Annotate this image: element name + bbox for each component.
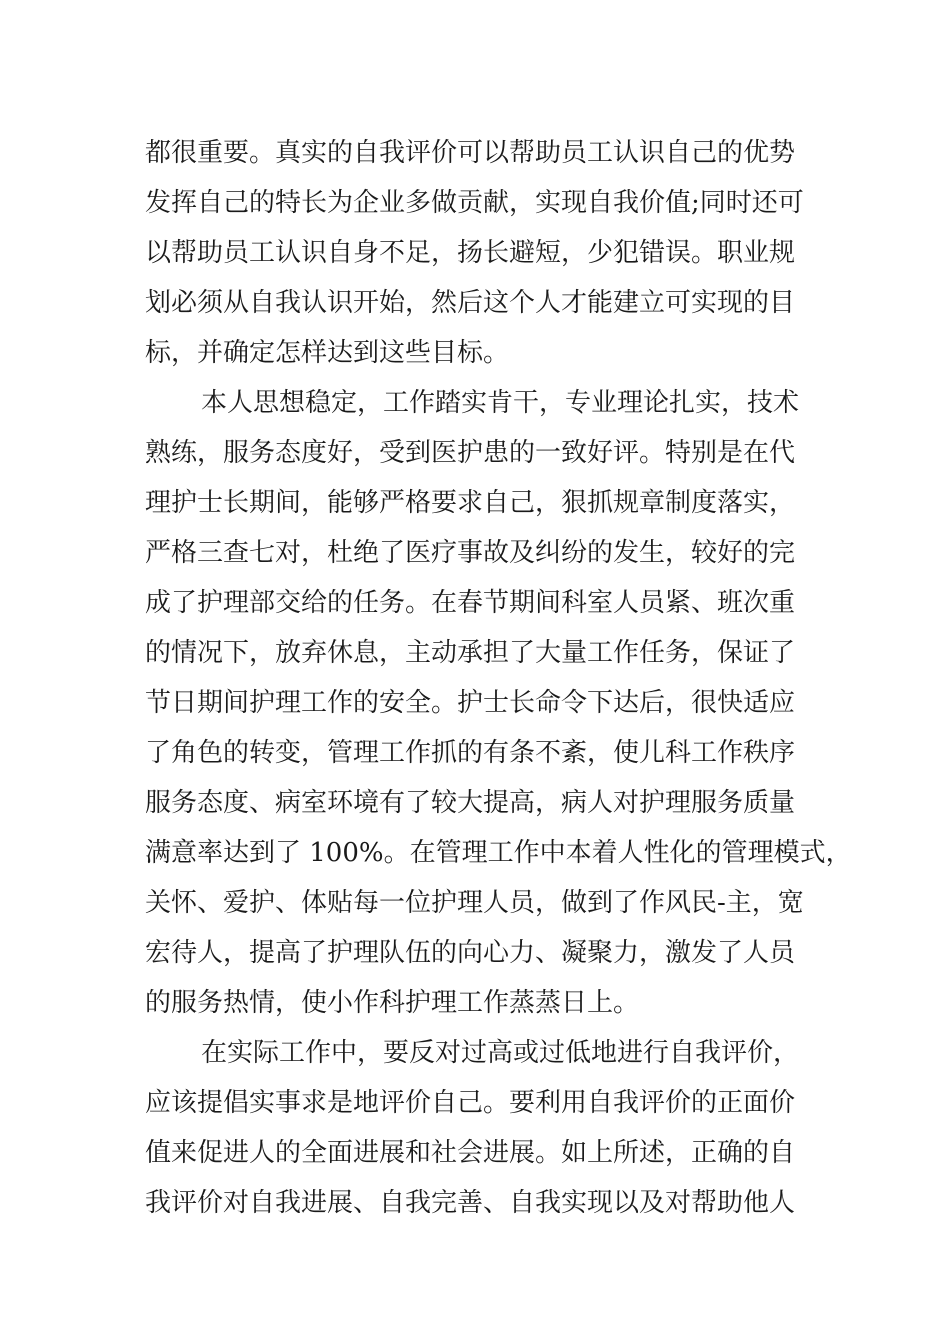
text-line: 节日期间护理工作的安全。护士长命令下达后，很快适应 [145,688,796,718]
text-line: 划必须从自我认识开始，然后这个人才能建立可实现的目 [145,288,796,318]
text-line: 发挥自己的特长为企业多做贡献，实现自我价值;同时还可 [145,188,804,218]
text-line: 理护士长期间，能够严格要求自己，狠抓规章制度落实， [145,488,796,518]
text-line: 标，并确定怎样达到这些目标。 [145,338,510,368]
text-line: 本人思想稳定，工作踏实肯干，专业理论扎实，技术 [201,388,800,418]
text-line: 满意率达到了 100%。在管理工作中本着人性化的管理模式， [145,838,852,868]
paragraph-3 [145,1028,825,1228]
text-line: 应该提倡实事求是地评价自己。要利用自我评价的正面价 [145,1088,796,1118]
text-line: 严格三查七对，杜绝了医疗事故及纠纷的发生，较好的完 [145,538,796,568]
text-line: 我评价对自我进展、自我完善、自我实现以及对帮助他人 [145,1188,796,1218]
text-line: 了角色的转变，管理工作抓的有条不紊，使儿科工作秩序 [145,738,796,768]
text-line: 服务态度、病室环境有了较大提高，病人对护理服务质量 [145,788,796,818]
text-line: 熟练，服务态度好，受到医护患的一致好评。特别是在代 [145,438,796,468]
text-line: 的情况下，放弃休息，主动承担了大量工作任务，保证了 [145,638,796,668]
text-line: 宏待人，提高了护理队伍的向心力、凝聚力，激发了人员 [145,938,796,968]
document-body [145,128,852,1228]
text-line: 的服务热情，使小作科护理工作蒸蒸日上。 [145,988,640,1018]
text-line: 以帮助员工认识自身不足，扬长避短，少犯错误。职业规 [145,238,796,268]
text-line: 成了护理部交给的任务。在春节期间科室人员紧、班次重 [145,588,796,618]
text-line: 值来促进人的全面进展和社会进展。如上所述，正确的自 [145,1138,796,1168]
paragraph-2 [145,378,852,1028]
text-line: 在实际工作中，要反对过高或过低地进行自我评价， [201,1038,800,1068]
text-line: 关怀、爱护、体贴每一位护理人员，做到了作风民-主，宽 [145,888,804,918]
paragraph-1 [145,128,825,378]
text-line: 都很重要。真实的自我评价可以帮助员工认识自己的优势 [145,138,796,168]
